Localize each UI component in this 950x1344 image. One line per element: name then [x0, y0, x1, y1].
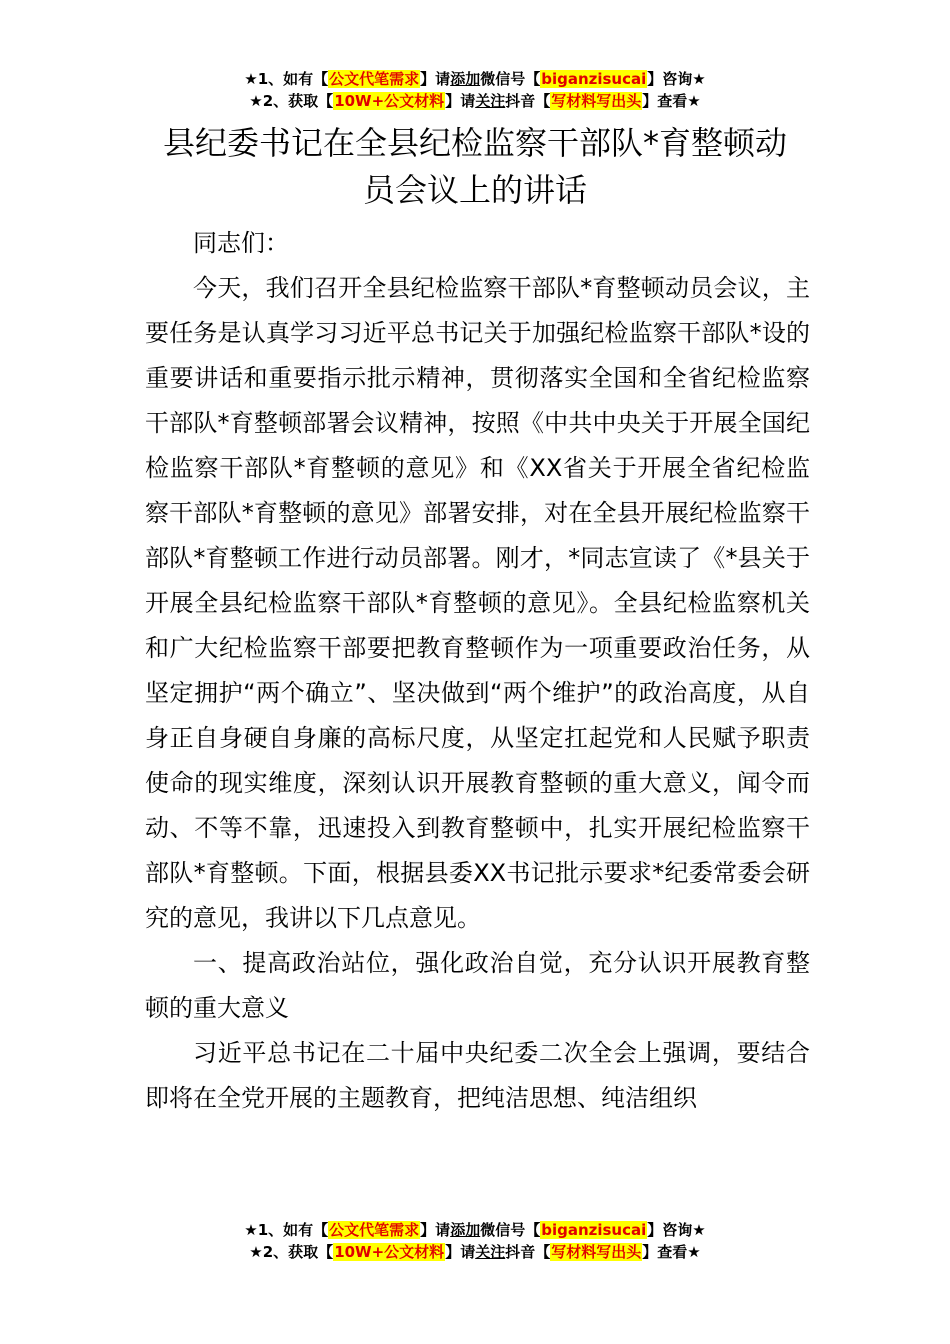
highlight-wechat-id: biganzisucai: [541, 1221, 647, 1239]
banner-text: 微信号【: [480, 1221, 541, 1239]
section-heading: 一、提高政治站位，强化政治自觉，充分认识开展教育整顿的重大意义: [145, 949, 810, 1022]
highlight-materials: 10W+公文材料: [334, 1243, 445, 1261]
banner-line-2: [0, 90, 950, 112]
document-title: [140, 120, 810, 214]
highlight-service: 公文代笔需求: [329, 1221, 420, 1239]
title-line-2: 员会议上的讲话: [362, 171, 587, 209]
banner-line-1: [0, 1219, 950, 1241]
paragraph: 今天，我们召开全县纪检监察干部队*育整顿动员会议，主要任务是认真学习习近平总书记关于加强纪检监察干部队*设的重要讲话和重要指示批示精神，贯彻落实全国和全省纪检监察干部队*育整顿部署会议精神，按照《中共中央关于开展全国纪检监察干部队*育整顿的意见》和《XX省关于开展全省纪检监察干部队*育整顿的意见》部署安排，对在全县开展纪检监察干部队*育整顿工作进行动员部署。刚才，*同志宣读了《*县关于开展全县纪检监察干部队*育整顿的意见》。全县纪检监察机关和广大纪检监察干部要把教育整顿作为一项重要政治任务，从坚定拥护“两个确立”、坚决做到“两个维护”的政治高度，从自身正自身硬自身廉的高标尺度，从坚定扛起党和人民赋予职责使命的现实维度，深刻认识开展教育整顿的重大意义，闻令而动、不等不靠，迅速投入到教育整顿中，扎实开展纪检监察干部队*育整顿。下面，根据县委XX书记批示要求*纪委常委会研究的意见，我讲以下几点意见。: [145, 274, 810, 932]
highlight-service: 公文代笔需求: [329, 70, 420, 88]
document-body: [145, 221, 810, 1121]
banner-text: ★1、如有【: [244, 70, 329, 88]
banner-text: 】查看★: [642, 1243, 701, 1261]
banner-text: 】请: [420, 1221, 451, 1239]
banner-line-1: [0, 68, 950, 90]
banner-text: 】请: [445, 1243, 476, 1261]
header-banner: [0, 68, 950, 112]
banner-text: 】请: [445, 92, 476, 110]
banner-text: 微信号【: [480, 70, 541, 88]
paragraph: 习近平总书记在二十届中央纪委二次全会上强调，要结合即将在全党开展的主题教育，把纯洁思想、纯洁组织: [145, 1039, 810, 1112]
banner-text: 抖音【: [505, 1243, 551, 1261]
banner-text: ★2、获取【: [249, 92, 334, 110]
banner-text: 】查看★: [642, 92, 701, 110]
highlight-douyin: 写材料写出头: [551, 1243, 642, 1261]
banner-text: ★1、如有【: [244, 1221, 329, 1239]
footer-banner: [0, 1219, 950, 1263]
highlight-wechat-id: biganzisucai: [541, 70, 647, 88]
banner-text: 】请: [420, 70, 451, 88]
banner-line-2: [0, 1241, 950, 1263]
banner-text: 抖音【: [505, 92, 551, 110]
banner-underlined: 添加: [450, 70, 481, 88]
banner-text: 】咨询★: [647, 70, 706, 88]
highlight-materials: 10W+公文材料: [334, 92, 445, 110]
salutation: 同志们：: [193, 229, 289, 257]
title-line-1: 县纪委书记在全县纪检监察干部队*育整顿动: [162, 124, 787, 162]
highlight-douyin: 写材料写出头: [551, 92, 642, 110]
banner-text: 】咨询★: [647, 1221, 706, 1239]
banner-underlined: 关注: [475, 92, 506, 110]
banner-underlined: 关注: [475, 1243, 506, 1261]
banner-text: ★2、获取【: [249, 1243, 334, 1261]
banner-underlined: 添加: [450, 1221, 481, 1239]
